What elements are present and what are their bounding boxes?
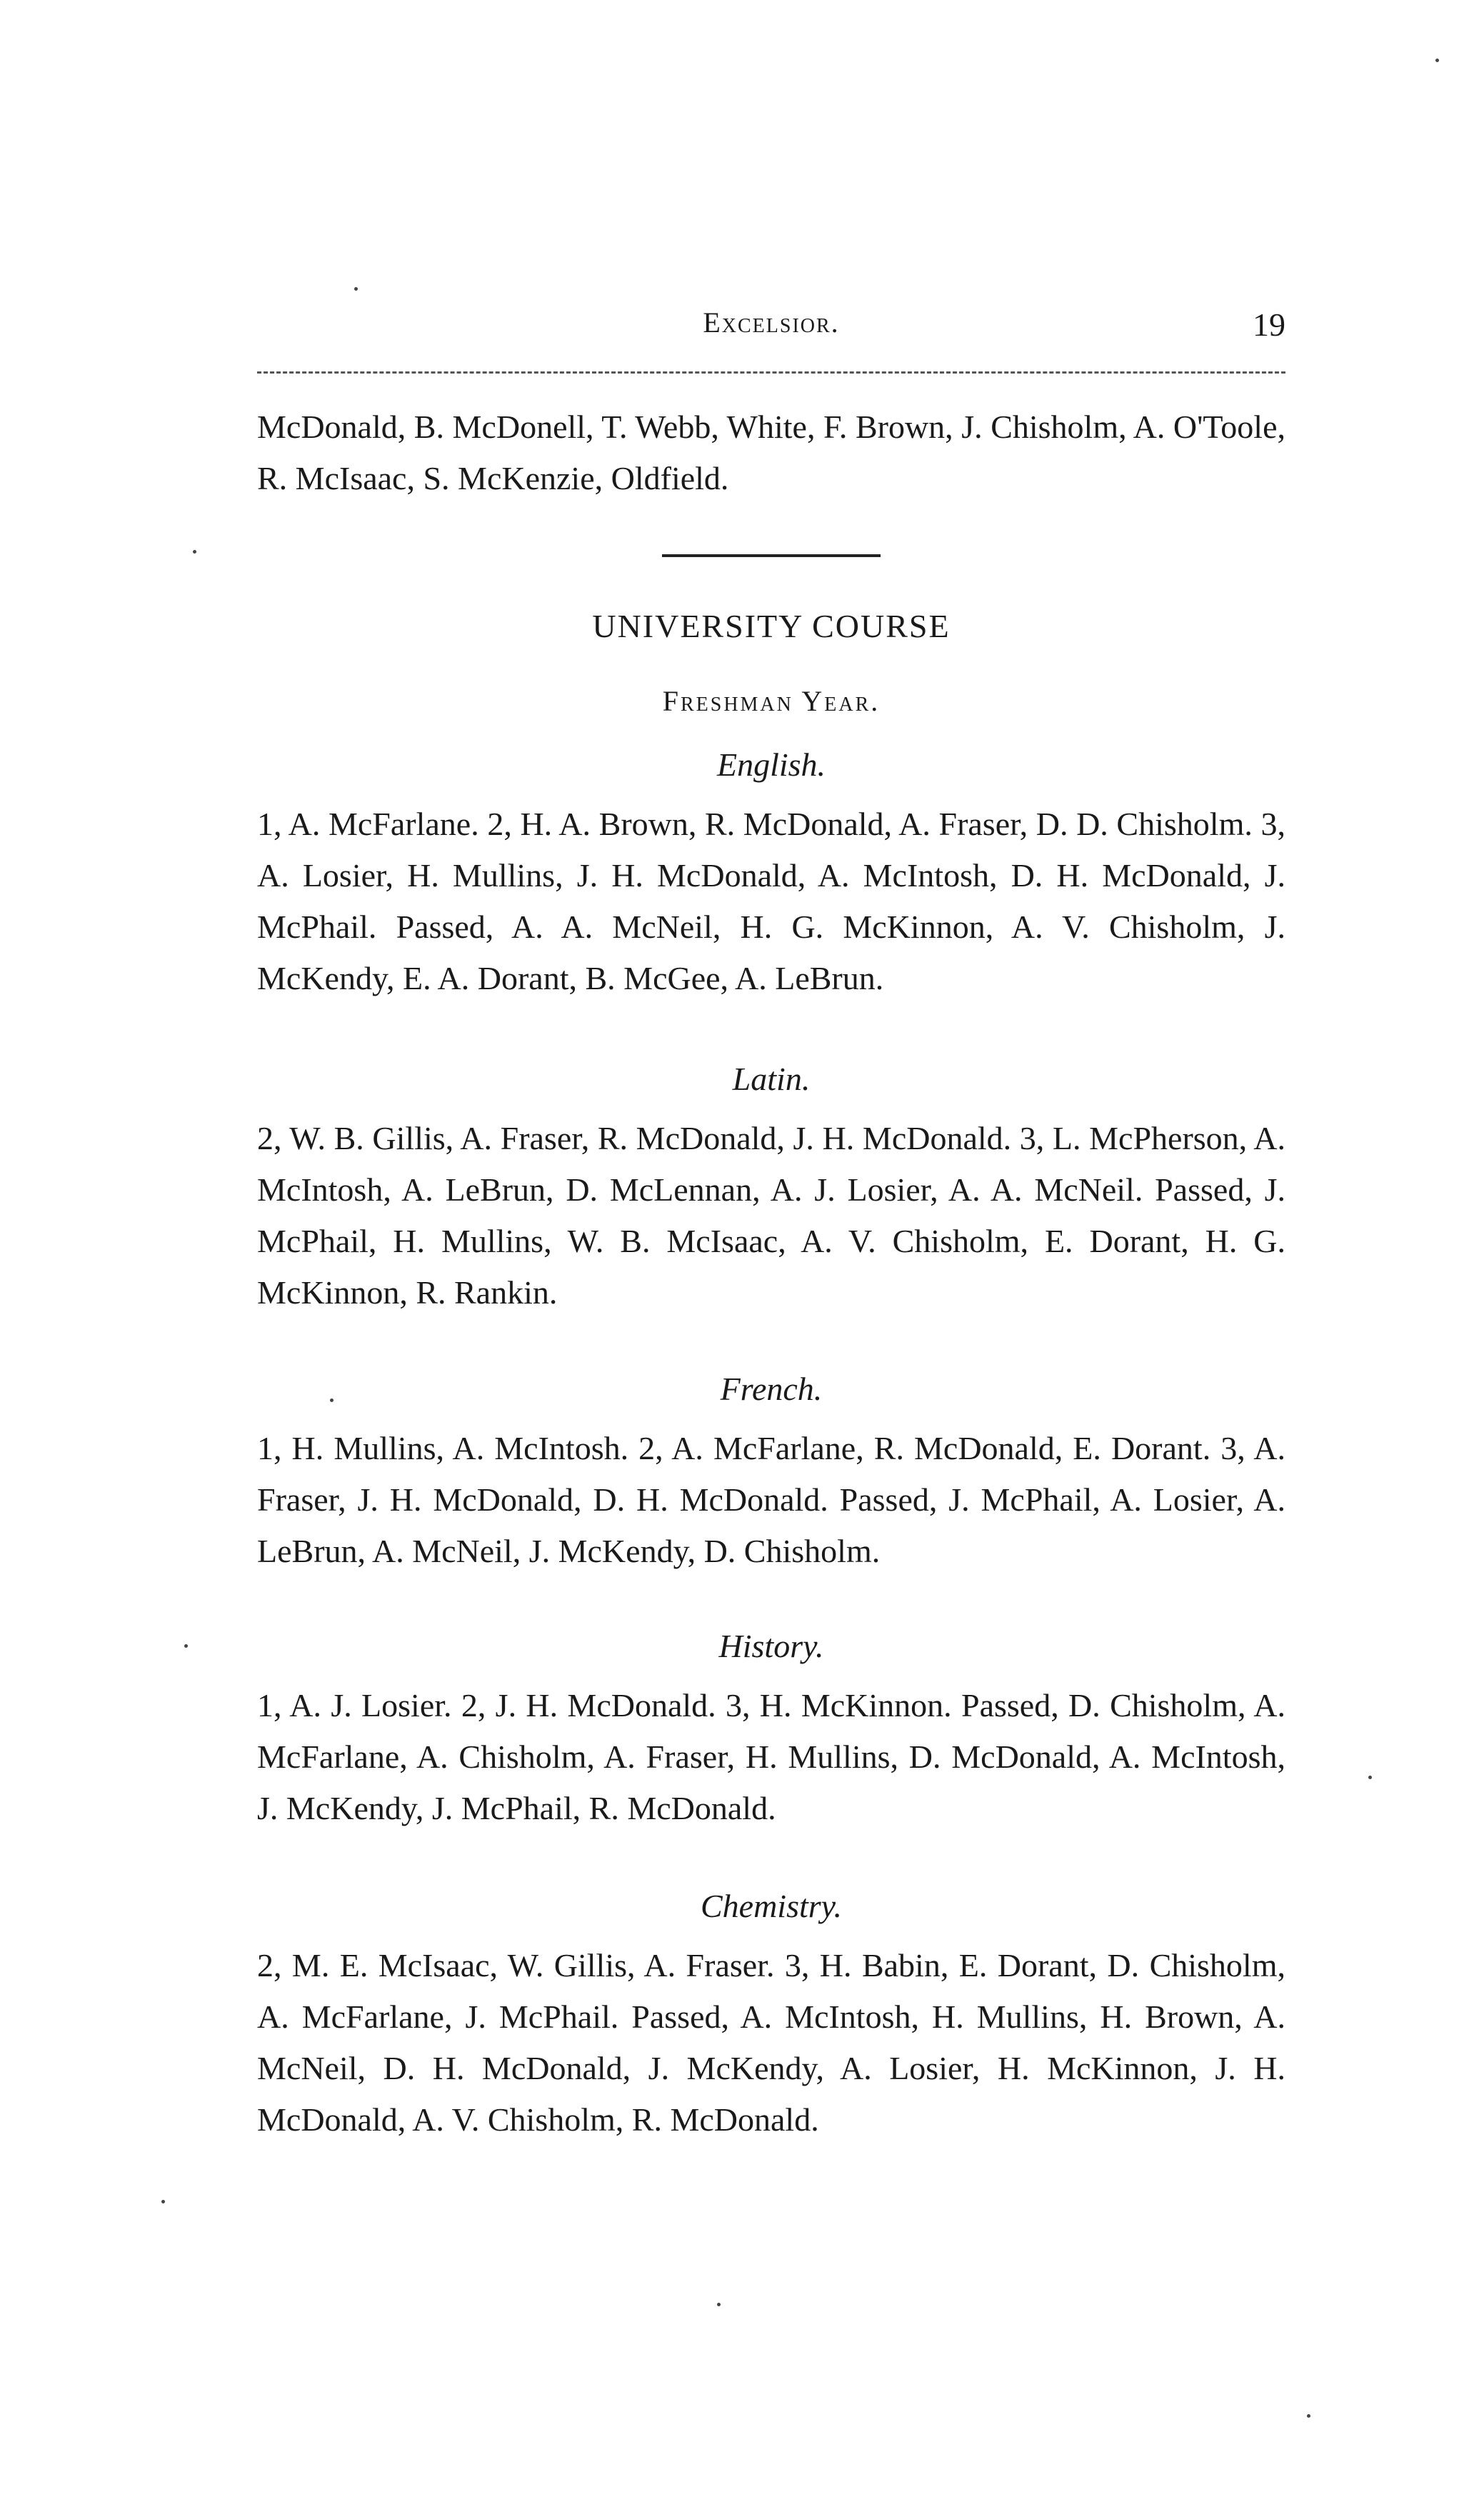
subject-paragraph-english: 1, A. McFarlane. 2, H. A. Brown, R. McDonald, A. Fraser, D. D. Chisholm. 3, A. Losier, H. Mullins, J. H. McDonald, A. McIntosh, D. H. McDonald, J. McPhail. Passed, A. A. McNeil, H. G. McKinnon, A. V. Chisholm, J. McKendy, E. A. Dorant, B. McGee, A. LeBrun. [257, 806, 1285, 996]
section-title: UNIVERSITY COURSE [592, 608, 951, 644]
paper-speck [193, 550, 196, 554]
paper-speck [354, 287, 358, 291]
running-title: Excelsior. [703, 306, 840, 339]
paper-speck [1307, 2414, 1310, 2418]
subject-heading-chemistry: Chemistry. [700, 1888, 843, 1924]
subject-paragraph-chemistry: 2, M. E. McIsaac, W. Gillis, A. Fraser. 3, H. Babin, E. Dorant, D. Chisholm, A. McFarlane, J. McPhail. Passed, A. McIntosh, H. Mullins, H. Brown, A. McNeil, D. H. McDonald, J. McKendy, A. Losier, H. McKinnon, J. H. McDonald, A. V. Chisholm, R. McDonald. [257, 1947, 1285, 2138]
paper-speck [184, 1644, 188, 1648]
running-head [257, 306, 1285, 356]
subject-heading-english: English. [716, 746, 826, 783]
section-divider [662, 554, 881, 557]
paper-speck [1435, 59, 1439, 62]
subject-paragraph-history: 1, A. J. Losier. 2, J. H. McDonald. 3, H. McKinnon. Passed, D. Chisholm, A. McFarlane, A. Chisholm, A. Fraser, H. Mullins, D. McDonald, A. McIntosh, J. McKendy, J. McPhail, R. McDonald. [257, 1687, 1285, 1826]
paper-speck [1368, 1776, 1372, 1779]
page-number: 19 [1253, 306, 1285, 343]
year-title: Freshman Year. [662, 685, 881, 717]
paper-speck [330, 1398, 334, 1402]
subject-heading-latin: Latin. [732, 1061, 811, 1097]
paper-speck [717, 2303, 721, 2306]
subject-heading-french: French. [720, 1371, 823, 1407]
continued-paragraph: McDonald, B. McDonell, T. Webb, White, F. Brown, J. Chisholm, A. O'Toole, R. McIsaac, S. McKenzie, Oldfield. [257, 409, 1285, 496]
paper-speck [161, 2200, 165, 2203]
header-rule [257, 371, 1285, 374]
subject-paragraph-french: 1, H. Mullins, A. McIntosh. 2, A. McFarlane, R. McDonald, E. Dorant. 3, A. Fraser, J. H. McDonald, D. H. McDonald. Passed, J. McPhail, A. Losier, A. LeBrun, A. McNeil, J. McKendy, D. Chisholm. [257, 1430, 1285, 1569]
subject-heading-history: History. [718, 1628, 824, 1664]
subject-paragraph-latin: 2, W. B. Gillis, A. Fraser, R. McDonald, J. H. McDonald. 3, L. McPherson, A. McIntosh, A. LeBrun, D. McLennan, A. J. Losier, A. A. McNeil. Passed, J. McPhail, H. Mullins, W. B. McIsaac, A. V. Chisholm, E. Dorant, H. G. McKinnon, R. Rankin. [257, 1120, 1285, 1311]
